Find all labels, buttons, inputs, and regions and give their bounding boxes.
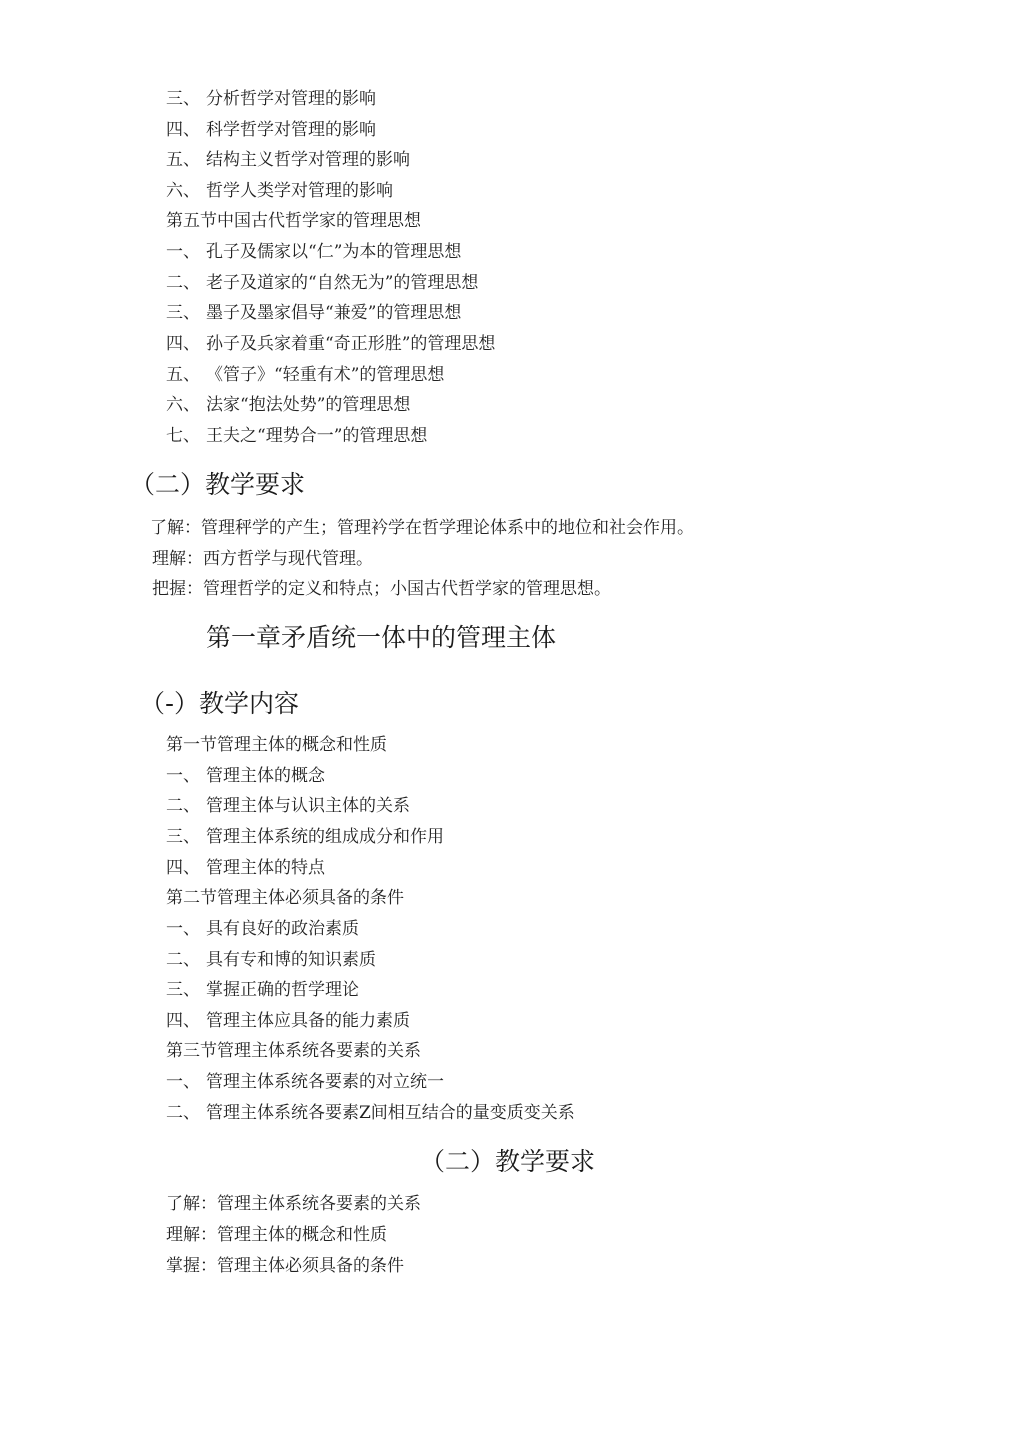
heading-teaching-content: （-）教学内容 [140,689,300,718]
section-heading [166,734,387,756]
item-number: 五、 [166,365,200,385]
item-number: 五、 [166,150,200,170]
item-text: 第二节管理主体必须具备的条件 [166,888,404,908]
item-number: 一、 [166,919,200,939]
list-item [166,949,376,971]
item-number: 七、 [166,426,200,446]
item-number: 四、 [166,120,200,140]
item-text: 管理主体的概念 [206,766,325,786]
item-text: 分析哲学对管理的影响 [206,89,376,109]
item-text: 管理主体应具备的能力素质 [206,1011,410,1031]
requirement-line: 理解：西方哲学与现代管理。 [152,549,373,569]
list-item [166,1102,575,1124]
item-text: 哲学人类学对管理的影响 [206,181,393,201]
item-text: 第一节管理主体的概念和性质 [166,735,387,755]
requirement-line: 了解：管理秤学的产生；管理衿学在哲学理论体系中的地位和社会作用。 [150,518,694,538]
item-text: 具有良好的政治素质 [206,919,359,939]
requirement-line: 把握：管理哲学的定义和特点；小国古代哲学家的管理思想。 [152,579,611,599]
item-text: 管理主体系统各要素的对立统一 [206,1072,444,1092]
list-item [166,119,376,141]
item-number: 六、 [166,181,200,201]
item-text: 管理主体系统的组成成分和作用 [206,827,444,847]
item-number: 二、 [166,1103,200,1123]
list-item [166,425,427,447]
item-text: 第三节管理主体系统各要素的关系 [166,1041,421,1061]
requirement-line: 掌握：管理主体必须具备的条件 [166,1256,404,1276]
item-text: 孔子及儒家以“仁”为本的管理思想 [206,242,462,262]
item-text: 科学哲学对管理的影响 [206,120,376,140]
heading-teaching-requirements: （二）教学要求 [420,1147,596,1176]
section-heading [166,1040,421,1062]
list-item [166,1010,410,1032]
item-text: 第五节中国古代哲学家的管理思想 [166,211,421,231]
requirement-line: 了解：管理主体系统各要素的关系 [166,1194,421,1214]
item-text: 老子及道家的“自然无为”的管理思想 [206,273,479,293]
item-text: 法家“抱法处势”的管理思想 [206,395,411,415]
list-item [166,149,410,171]
item-text: 结构主义哲学对管理的影响 [206,150,410,170]
section-heading [166,887,404,909]
item-text: 管理主体的特点 [206,858,325,878]
heading-teaching-requirements: （二）教学要求 [130,470,306,499]
list-item [166,857,325,879]
list-item [166,180,393,202]
list-item [166,364,444,386]
item-number: 三、 [166,827,200,847]
item-number: 二、 [166,796,200,816]
item-text: 管理主体系统各要素Z间相互结合的量变质变关系 [206,1103,575,1123]
item-number: 三、 [166,89,200,109]
list-item [166,241,461,263]
list-item [166,394,410,416]
section-heading [166,210,421,232]
chapter-title: 第一章矛盾统一体中的管理主体 [206,623,557,652]
list-item [166,918,359,940]
item-number: 一、 [166,766,200,786]
item-number: 六、 [166,395,200,415]
list-item [166,302,461,324]
list-item [166,765,325,787]
item-text: 孙子及兵家着重“奇正形胜”的管理思想 [206,334,496,354]
list-item [166,333,495,355]
item-text: 管理主体与认识主体的关系 [206,796,410,816]
requirement-line: 理解：管理主体的概念和性质 [166,1225,387,1245]
item-number: 一、 [166,1072,200,1092]
item-number: 二、 [166,273,200,293]
list-item [166,826,444,848]
list-item [166,88,376,110]
list-item [166,979,359,1001]
item-text: 《管子》“轻重有术”的管理思想 [206,365,445,385]
item-text: 掌握正确的哲学理论 [206,980,359,1000]
item-text: 墨子及墨家倡导“兼爱”的管理思想 [206,303,462,323]
list-item [166,795,410,817]
list-item [166,272,478,294]
list-item [166,1071,444,1093]
item-number: 四、 [166,858,200,878]
item-number: 一、 [166,242,200,262]
item-text: 王夫之“理势合一”的管理思想 [206,426,428,446]
item-number: 三、 [166,980,200,1000]
item-number: 三、 [166,303,200,323]
item-text: 具有专和博的知识素质 [206,950,376,970]
item-number: 四、 [166,334,200,354]
item-number: 四、 [166,1011,200,1031]
item-number: 二、 [166,950,200,970]
